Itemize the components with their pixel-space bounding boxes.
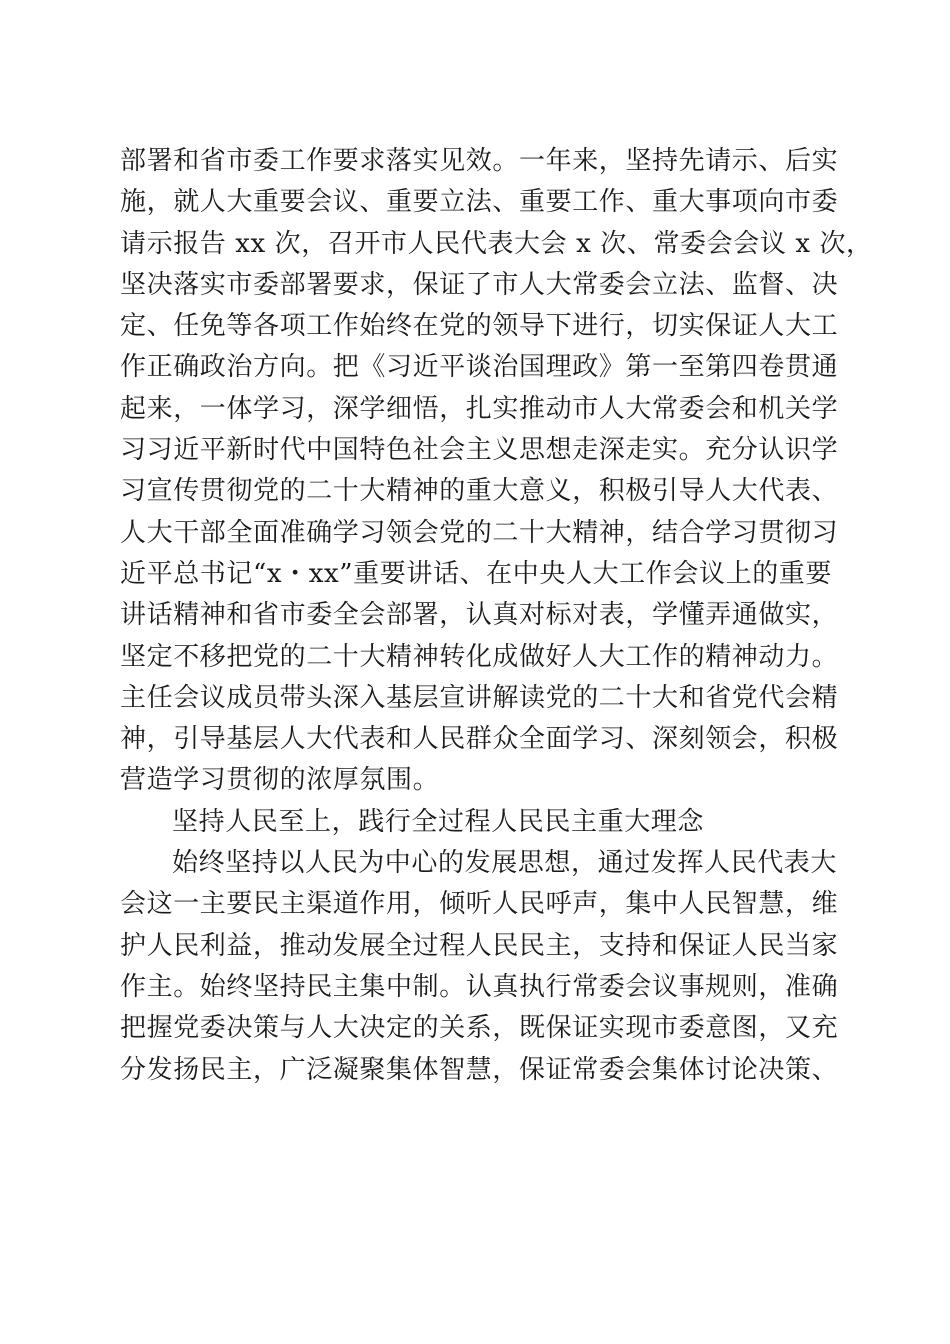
text-line: 神，引导基层人大代表和人民群众全面学习、深刻领会，积极	[120, 724, 839, 755]
text-line: 部署和省市委工作要求落实见效。一年来，坚持先请示、后实	[120, 146, 839, 176]
text-line: 请示报告 xx 次，召开市人民代表大会 x 次、常委会会议 x 次，	[120, 228, 873, 259]
text-line: 会这一主要民主渠道作用，倾听人民呼声，集中人民智慧，维	[120, 889, 839, 920]
text-line: 讲话精神和省市委全会部署，认真对标对表，学懂弄通做实，	[120, 600, 839, 631]
text-line: 分发扬民主，广泛凝聚集体智慧，保证常委会集体讨论决策、	[120, 1054, 839, 1085]
text-line: 作主。始终坚持民主集中制。认真执行常委会议事规则，准确	[120, 971, 839, 1002]
text-line: 作正确政治方向。把《习近平谈治国理政》第一至第四卷贯通	[120, 352, 839, 383]
text-line: 定、任免等各项工作始终在党的领导下进行，切实保证人大工	[120, 311, 839, 342]
text-line: 主任会议成员带头深入基层宣讲解读党的二十大和省党代会精	[120, 682, 839, 713]
text-line: 护人民利益，推动发展全过程人民民主，支持和保证人民当家	[120, 930, 839, 961]
text-line: 起来，一体学习，深学细悟，扎实推动市人大常委会和机关学	[120, 393, 839, 424]
text-line: 施，就人大重要会议、重要立法、重要工作、重大事项向市委	[120, 187, 839, 218]
text-line: 坚定不移把党的二十大精神转化成做好人大工作的精神动力。	[120, 641, 839, 672]
text-line: 近平总书记“x・xx”重要讲话、在中央人大工作会议上的重要	[120, 558, 832, 589]
section-heading: 坚持人民至上，践行全过程人民民主重大理念	[172, 806, 705, 837]
text-line: 习习近平新时代中国特色社会主义思想走深走实。充分认识学	[120, 435, 839, 466]
body-text	[120, 141, 873, 1091]
text-line: 习宣传贯彻党的二十大精神的重大意义，积极引导人大代表、	[120, 476, 839, 507]
text-line: 人大干部全面准确学习领会党的二十大精神，结合学习贯彻习	[120, 517, 839, 548]
text-line: 始终坚持以人民为中心的发展思想，通过发挥人民代表大	[172, 848, 838, 879]
text-line: 坚决落实市委部署要求，保证了市人大常委会立法、监督、决	[120, 269, 839, 300]
text-line: 把握党委决策与人大决定的关系，既保证实现市委意图，又充	[120, 1013, 839, 1044]
paragraph-end-line: 营造学习贯彻的浓厚氛围。	[120, 765, 440, 796]
